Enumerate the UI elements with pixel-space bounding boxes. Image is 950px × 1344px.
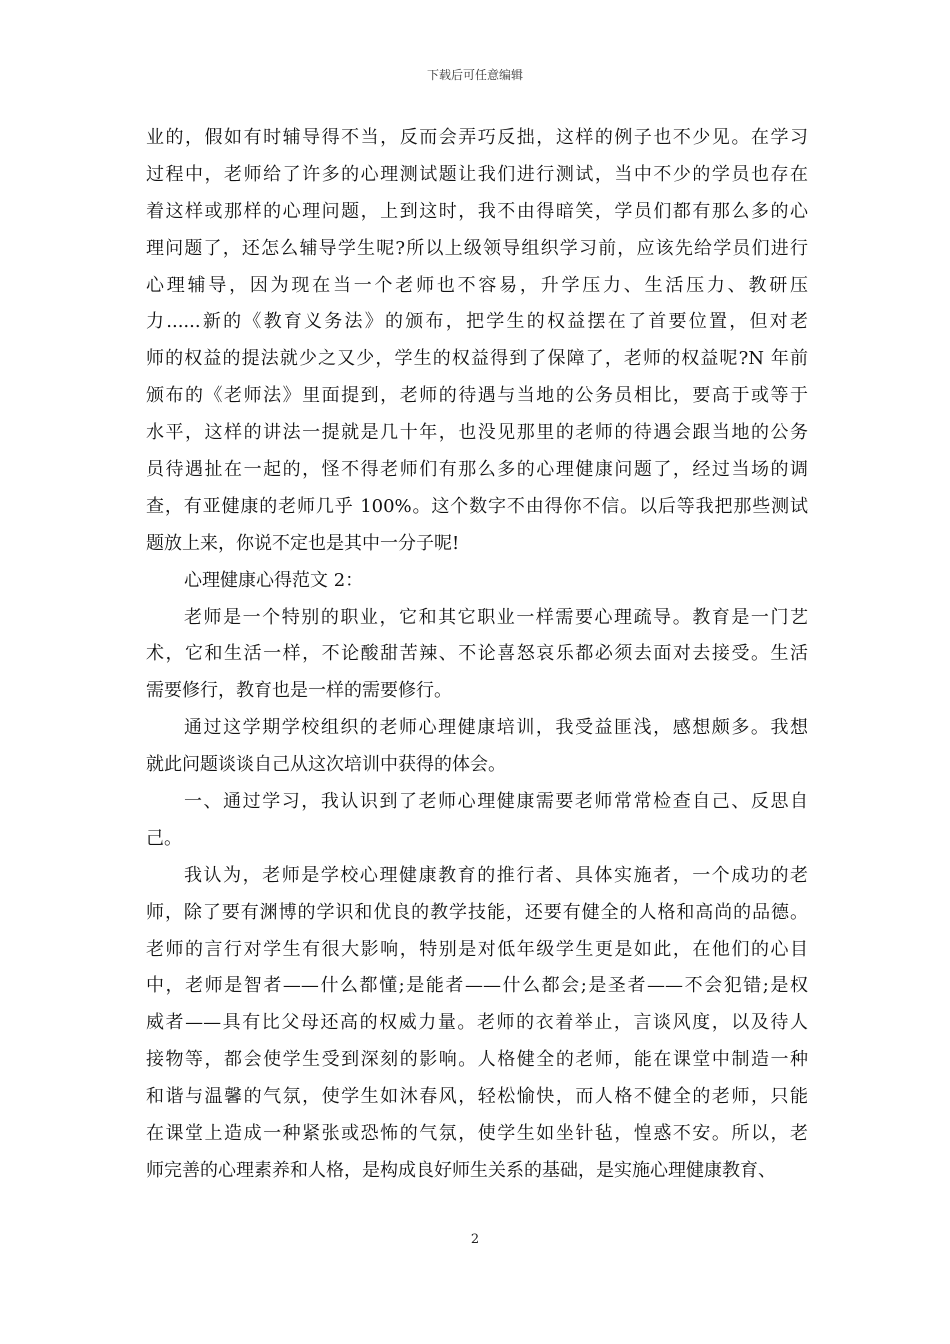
text-line: 员待遇扯在一起的，怪不得老师们有那么多的心理健康问题了，经过当场的调 [146,459,808,481]
text-line: 过程中，老师给了许多的心理测试题让我们进行测试，当中不少的学员也存在 [146,163,808,185]
text-line: 师完善的心理素养和人格，是构成良好师生关系的基础，是实施心理健康教育、 [146,1159,776,1181]
page-number: 2 [470,1232,480,1247]
text-line: 理问题了，还怎么辅导学生呢?所以上级领导组织学习前，应该先给学员们进行 [146,237,808,259]
text-line: 通过这学期学校组织的老师心理健康培训，我受益匪浅，感想颇多。我想 [184,717,808,739]
text-line: 威者——具有比父母还高的权威力量。老师的衣着举止，言谈风度，以及待人 [146,1012,808,1034]
text-line: 题放上来，你说不定也是其中一分子呢! [146,532,460,554]
text-line: 一、通过学习，我认识到了老师心理健康需要老师常常检查自己、反思自 [184,791,808,813]
text-line: 和谐与温馨的气氛，使学生如沐春风，轻松愉快，而人格不健全的老师，只能 [146,1086,808,1108]
text-line: 颁布的《老师法》里面提到，老师的待遇与当地的公务员相比，要高于或等于 [146,385,808,407]
text-line: 需要修行，教育也是一样的需要修行。 [146,680,452,702]
text-line: 心理健康心得范文 2： [184,569,364,591]
text-line: 心理辅导，因为现在当一个老师也不容易，升学压力、生活压力、教研压 [146,274,808,296]
page-header: 下载后可任意编辑 [426,68,523,82]
text-line: 着这样或那样的心理问题，上到这时，我不由得暗笑，学员们都有那么多的心 [146,200,808,222]
text-line: 师，除了要有渊博的学识和优良的教学技能，还要有健全的人格和高尚的品德。 [146,901,808,923]
text-line: 查，有亚健康的老师几乎 100%。这个数字不由得你不信。以后等我把那些测试 [146,495,808,517]
text-line: 接物等，都会使学生受到深刻的影响。人格健全的老师，能在课堂中制造一种 [146,1049,808,1071]
document-body [146,120,808,1190]
text-line: 水平，这样的讲法一提就是几十年，也没见那里的老师的待遇会跟当地的公务 [146,422,808,444]
text-line: 在课堂上造成一种紧张或恐怖的气氛，使学生如坐针毡，惶惑不安。所以，老 [146,1123,808,1145]
paragraph [146,563,808,600]
paragraph [146,600,808,711]
paragraph [146,784,808,858]
paragraph [146,710,808,784]
paragraph [146,120,808,563]
text-line: 业的，假如有时辅导得不当，反而会弄巧反拙，这样的例子也不少见。在学习 [146,127,808,148]
text-line: 就此问题谈谈自己从这次培训中获得的体会。 [146,754,506,776]
text-line: 师的权益的提法就少之又少，学生的权益得到了保障了，老师的权益呢?N 年前 [146,348,808,370]
text-line: 术，它和生活一样，不论酸甜苦辣、不论喜怒哀乐都必须去面对去接受。生活 [146,643,808,665]
paragraph [146,858,808,1190]
text-line: 己。 [146,827,182,849]
text-line: 我认为，老师是学校心理健康教育的推行者、具体实施者，一个成功的老 [184,864,808,886]
text-line: 老师是一个特别的职业，它和其它职业一样需要心理疏导。教育是一门艺 [184,606,808,628]
text-line: 中，老师是智者——什么都懂;是能者——什么都会;是圣者——不会犯错;是权 [146,975,808,997]
text-line: 老师的言行对学生有很大影响，特别是对低年级学生更是如此，在他们的心目 [146,938,808,960]
text-line: 力......新的《教育义务法》的颁布，把学生的权益摆在了首要位置，但对老 [146,311,808,333]
